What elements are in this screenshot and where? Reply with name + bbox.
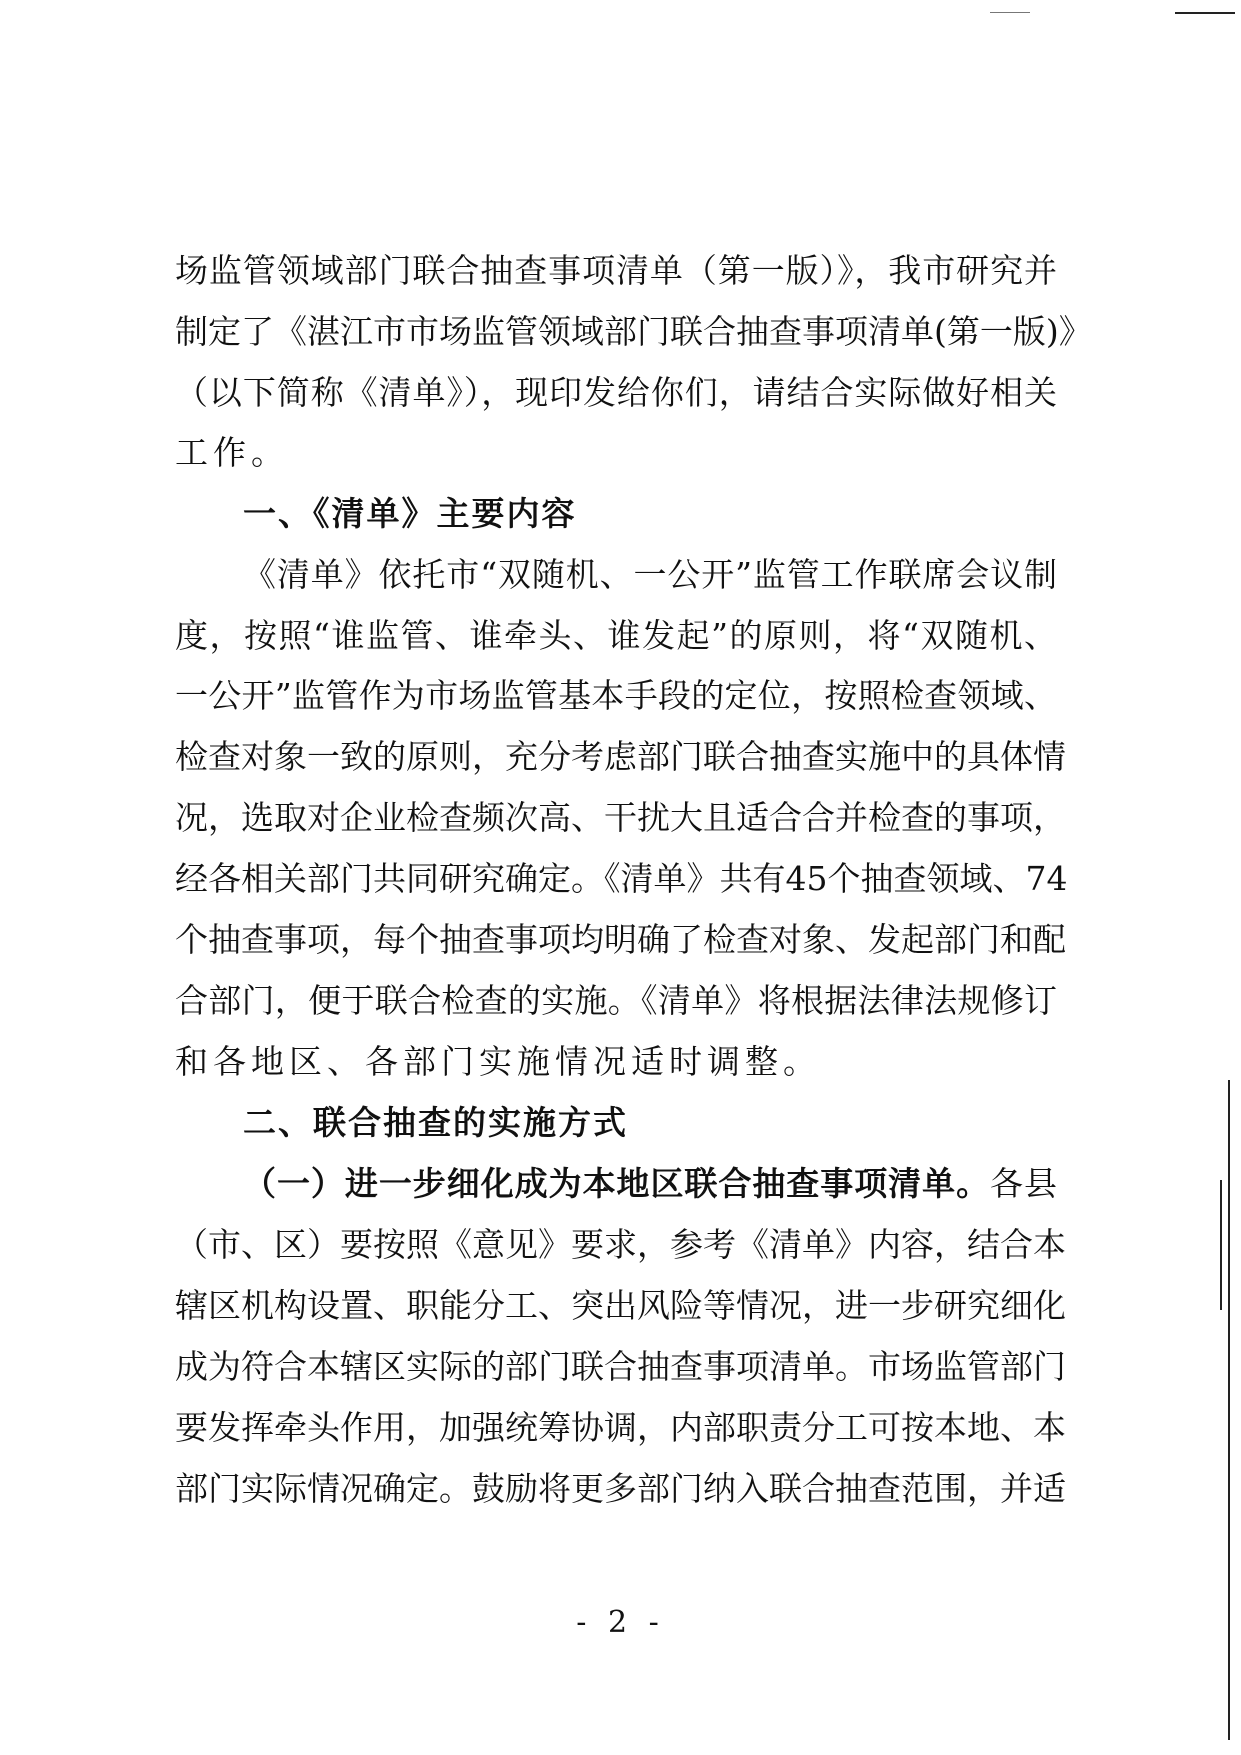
body-text: 各县 <box>990 1164 1058 1203</box>
scan-edge-line <box>1228 1080 1230 1740</box>
section-heading-1: 一、《清单》主要内容 <box>243 494 577 533</box>
subsection-title: （一）进一步细化成为本地区联合抽查事项清单。 <box>243 1164 991 1203</box>
body-line: 况，选取对企业检查频次高、干扰大且适合合并检查的事项， <box>175 798 1066 837</box>
body-line: 检查对象一致的原则，充分考虑部门联合抽查实施中的具体情 <box>175 737 1066 776</box>
subsection-line <box>243 1164 1057 1204</box>
body-line: 《清单》依托市“双随机、一公开”监管工作联席会议制 <box>243 555 1057 594</box>
page-number: - 2 - <box>576 1605 665 1640</box>
body-line: 个抽查事项，每个抽查事项均明确了检查对象、发起部门和配 <box>175 920 1066 959</box>
body-line: （以下简称《清单》），现印发给你们，请结合实际做好相关 <box>175 373 1057 412</box>
body-line: 辖区机构设置、职能分工、突出风险等情况，进一步研究细化 <box>175 1286 1066 1325</box>
section-heading-2: 二、联合抽查的实施方式 <box>243 1103 628 1142</box>
body-line: 一公开”监管作为市场监管基本手段的定位，按照检查领域、 <box>175 676 1057 715</box>
body-line: 场监管领域部门联合抽查事项清单（第一版）》，我市研究并 <box>175 251 1057 290</box>
scan-edge-line-2 <box>1220 1180 1222 1310</box>
body-line: 部门实际情况确定。鼓励将更多部门纳入联合抽查范围，并适 <box>175 1469 1066 1508</box>
body-line: 合部门，便于联合检查的实施。《清单》将根据法律法规修订 <box>175 981 1057 1020</box>
body-line: 和各地区、各部门实施情况适时调整。 <box>175 1042 821 1081</box>
scan-mark-top <box>1175 12 1235 14</box>
scan-mark-top-left <box>990 12 1030 13</box>
body-line: 制定了《湛江市市场监管领域部门联合抽查事项清单(第一版)》 <box>175 312 1092 351</box>
body-line: （市、区）要按照《意见》要求，参考《清单》内容，结合本 <box>175 1225 1066 1264</box>
body-line: 成为符合本辖区实际的部门联合抽查事项清单。市场监管部门 <box>175 1347 1066 1386</box>
body-line: 度，按照“谁监管、谁牵头、谁发起”的原则，将“双随机、 <box>175 616 1057 655</box>
body-line: 经各相关部门共同研究确定。《清单》共有45个抽查领域、74 <box>175 859 1068 898</box>
body-line: 要发挥牵头作用，加强统筹协调，内部职责分工可按本地、本 <box>175 1408 1066 1447</box>
body-line: 工作。 <box>175 433 289 472</box>
